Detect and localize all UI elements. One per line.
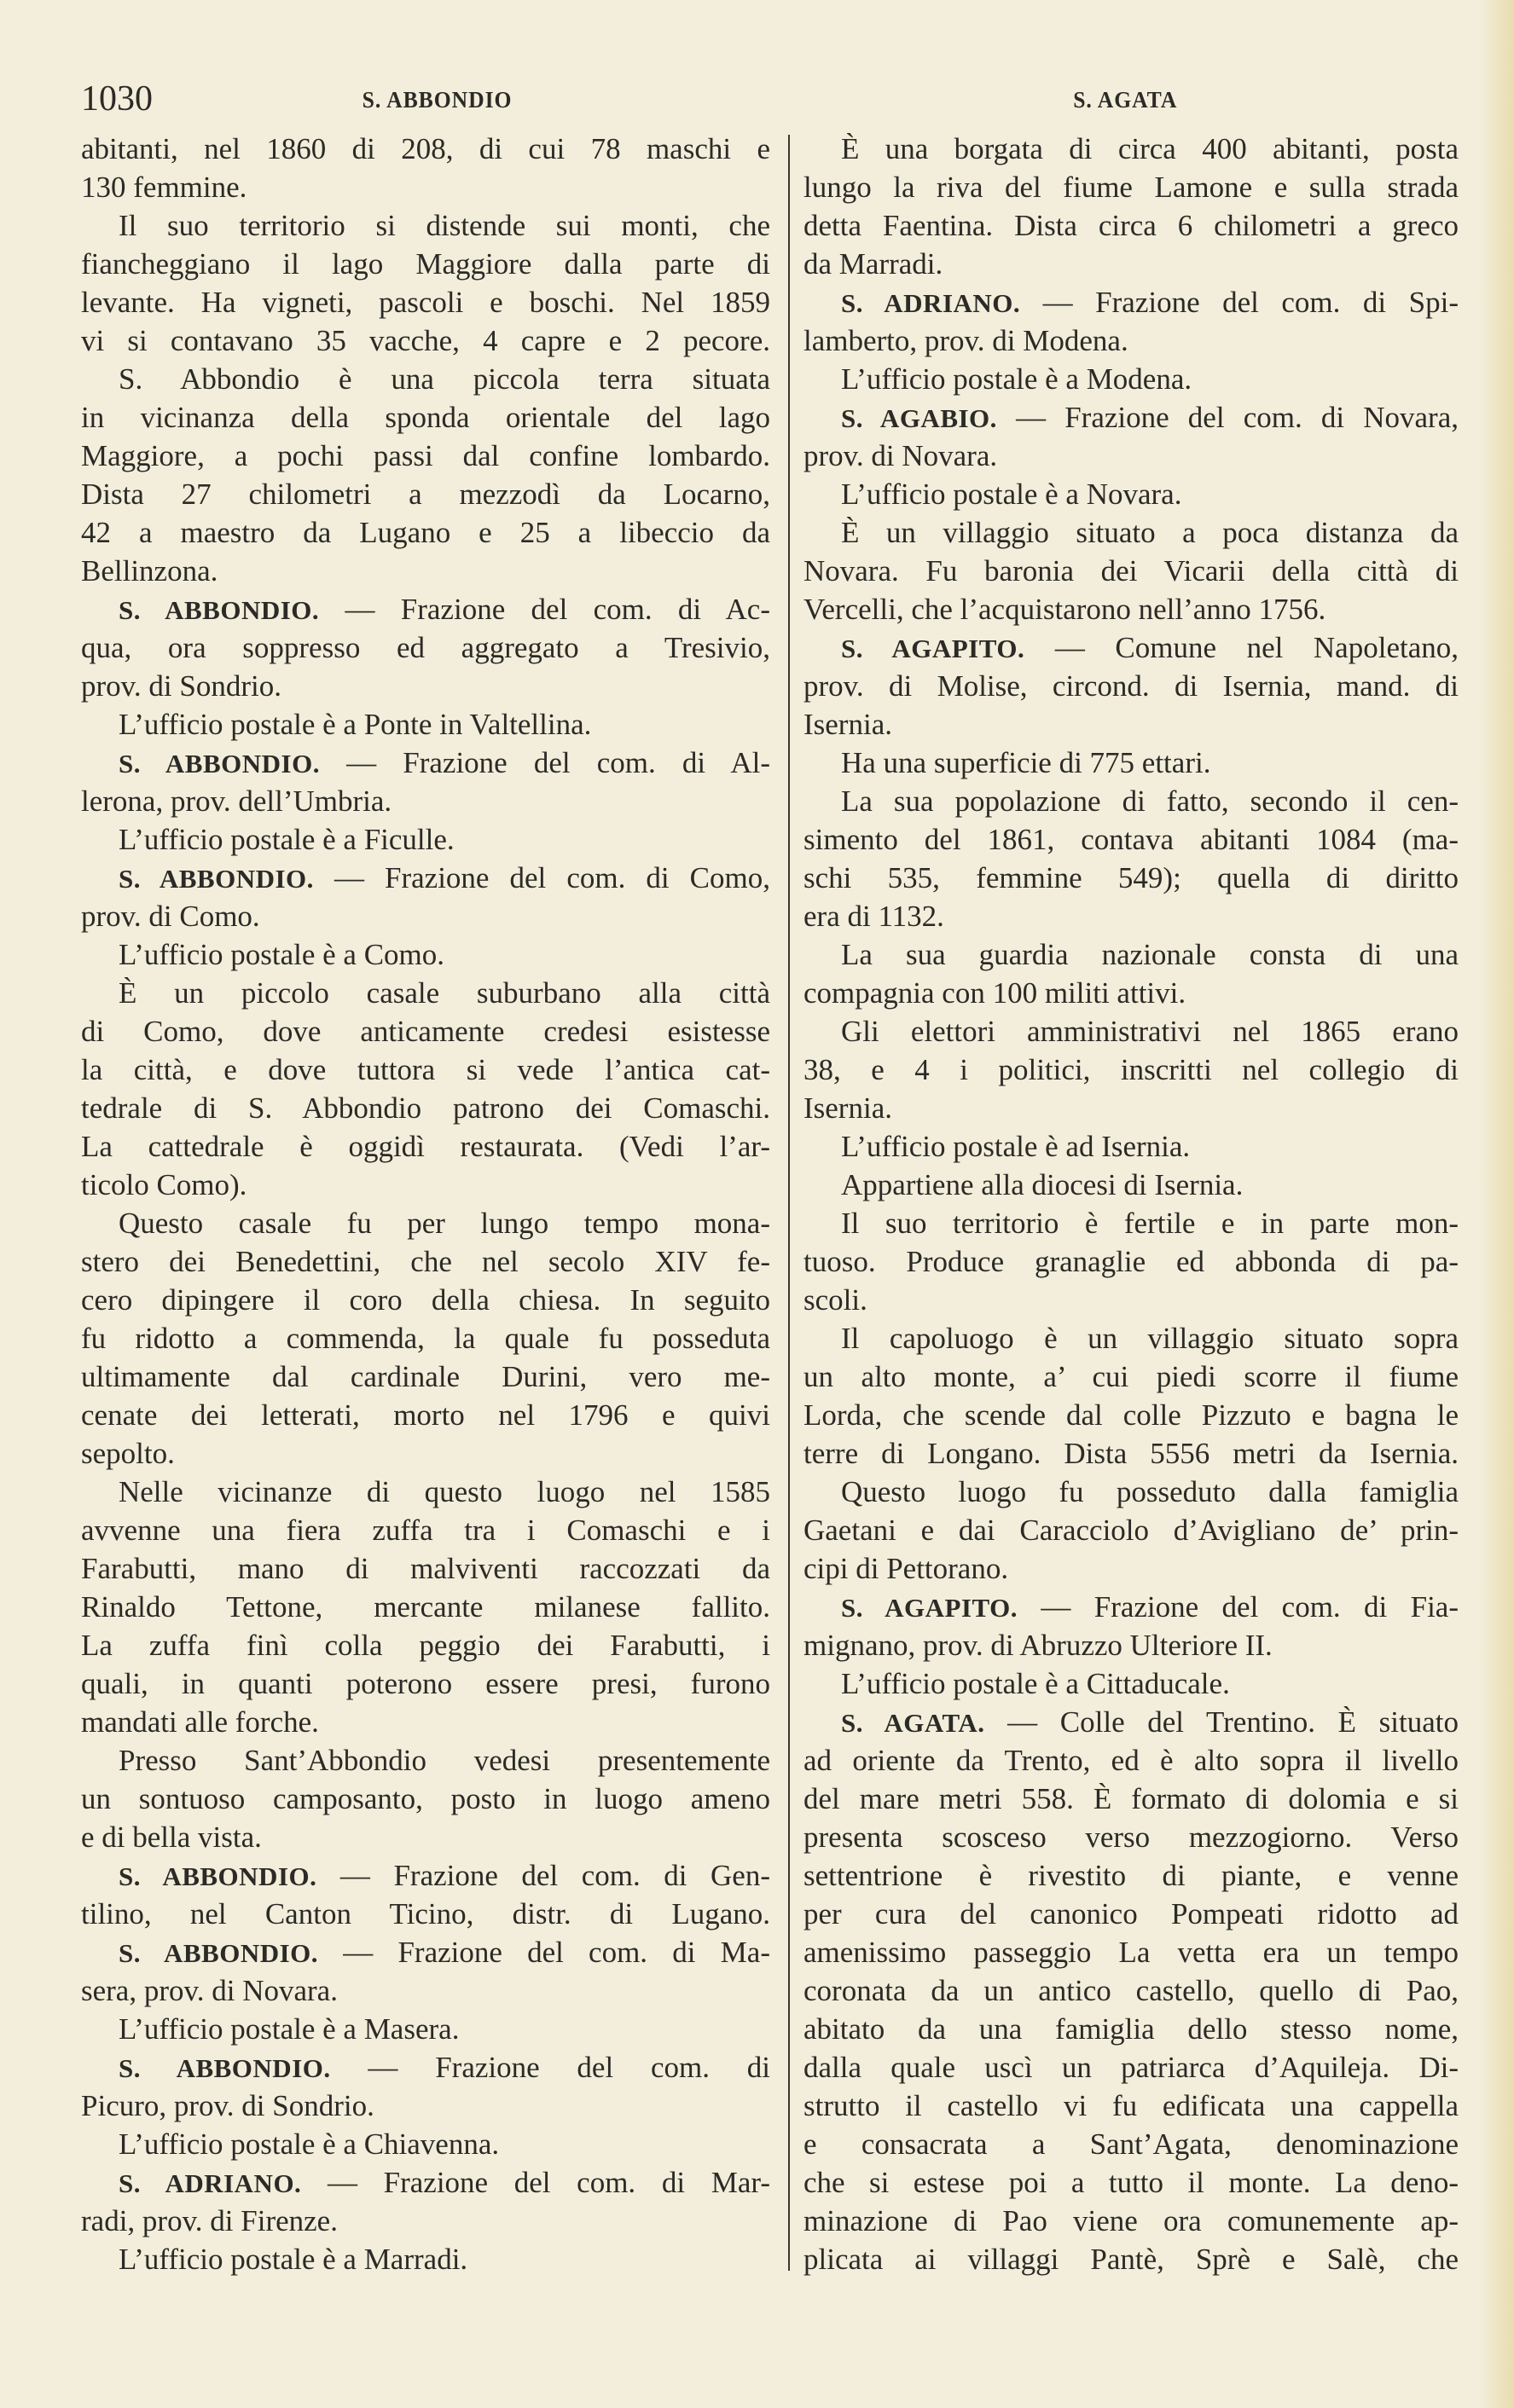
text-line bbox=[803, 283, 1459, 321]
entry-headword: S. AGAPITO. bbox=[841, 634, 1025, 663]
text-line: È una borgata di circa 400 abitanti, posta bbox=[841, 132, 1459, 165]
text-line bbox=[81, 1856, 770, 1895]
running-head-left: S. ABBONDIO bbox=[362, 87, 513, 113]
text-line: Lorda, che scende dal colle Pizzuto e bagna le bbox=[803, 1398, 1459, 1432]
page-number: 1030 bbox=[81, 79, 153, 119]
text-line: strutto il castello vi fu edificata una cappella bbox=[803, 2089, 1459, 2122]
text-line: abitato da una famiglia dello stesso nome, bbox=[803, 2012, 1459, 2046]
text-line: abitanti, nel 1860 di 208, di cui 78 maschi e bbox=[81, 132, 770, 165]
text-line bbox=[81, 590, 770, 628]
text-line: fiancheggiano il lago Maggiore dalla parte di bbox=[81, 247, 770, 281]
text-line: mandati alle forche. bbox=[81, 1705, 319, 1739]
entry-text: — Frazione del com. di bbox=[330, 2051, 770, 2084]
text-line: Vercelli, che l’acquistarono nell’anno 1756. bbox=[803, 593, 1326, 626]
text-line: schi 535, femmine 549); quella di diritto bbox=[803, 861, 1459, 894]
text-line: tuoso. Produce granaglie ed abbonda di pa- bbox=[803, 1245, 1459, 1278]
text-line: cero dipingere il coro della chiesa. In seguito bbox=[81, 1283, 770, 1317]
text-line bbox=[803, 398, 1459, 437]
text-line: che si estese poi a tutto il monte. La deno- bbox=[803, 2166, 1459, 2199]
text-line: Questo luogo fu posseduto dalla famiglia bbox=[841, 1475, 1459, 1508]
text-line: L’ufficio postale è a Cittaducale. bbox=[841, 1667, 1230, 1700]
text-line bbox=[81, 2048, 770, 2087]
entry-text: — Frazione del com. di Novara, bbox=[996, 401, 1459, 434]
entry-text: — Frazione del com. di Ma- bbox=[318, 1936, 770, 1969]
right-column bbox=[803, 130, 1459, 2278]
text-line: Dista 27 chilometri a mezzodì da Locarno, bbox=[81, 478, 770, 511]
text-line: e di bella vista. bbox=[81, 1820, 262, 1854]
text-line: Nelle vicinanze di questo luogo nel 1585 bbox=[119, 1475, 770, 1508]
text-line bbox=[81, 2163, 770, 2202]
text-line: ticolo Como). bbox=[81, 1168, 247, 1201]
entry-text: — Colle del Trentino. È situato bbox=[984, 1705, 1459, 1739]
text-line: dalla quale uscì un patriarca d’Aquileja. Di- bbox=[803, 2051, 1459, 2084]
text-line: 42 a maestro da Lugano e 25 a libeccio da bbox=[81, 516, 770, 549]
text-line: La sua guardia nazionale consta di una bbox=[841, 938, 1459, 971]
entry-headword: S. AGATA. bbox=[841, 1708, 985, 1738]
text-line bbox=[803, 1588, 1459, 1626]
text-line: 130 femmine. bbox=[81, 171, 247, 204]
text-line: terre di Longano. Dista 5556 metri da Isernia. bbox=[803, 1437, 1459, 1470]
text-line: Farabutti, mano di malviventi raccozzati da bbox=[81, 1552, 770, 1585]
text-line: coronata da un antico castello, quello di Pao, bbox=[803, 1974, 1459, 2007]
text-line: fu ridotto a commenda, la quale fu posseduta bbox=[81, 1322, 770, 1355]
text-line: prov. di Novara. bbox=[803, 439, 998, 472]
text-line bbox=[803, 628, 1459, 667]
entry-text: — Frazione del com. di Mar- bbox=[301, 2166, 770, 2199]
text-line: La zuffa finì colla peggio dei Farabutti, i bbox=[81, 1629, 770, 1662]
text-line: Novara. Fu baronia dei Vicarii della città di bbox=[803, 554, 1459, 588]
entry-headword: S. AGABIO. bbox=[841, 403, 997, 433]
entry-text: — Comune nel Napoletano, bbox=[1024, 631, 1459, 664]
text-line: un alto monte, a’ cui piedi scorre il fiume bbox=[803, 1360, 1459, 1393]
page-edge-shading bbox=[1480, 0, 1514, 2408]
running-head-right: S. AGATA bbox=[1073, 87, 1178, 113]
text-line: plicata ai villaggi Pantè, Sprè e Salè, che bbox=[803, 2243, 1459, 2276]
text-line: Il capoluogo è un villaggio situato sopra bbox=[841, 1322, 1459, 1355]
text-line: detta Faentina. Dista circa 6 chilometri a greco bbox=[803, 209, 1459, 242]
text-line: del mare metri 558. È formato di dolomia e si bbox=[803, 1782, 1459, 1815]
text-line bbox=[81, 1933, 770, 1971]
text-line: minazione di Pao viene ora comunemente ap- bbox=[803, 2204, 1459, 2237]
text-line: scoli. bbox=[803, 1283, 867, 1317]
text-line: lerona, prov. dell’Umbria. bbox=[81, 784, 392, 818]
entry-text: — Frazione del com. di Gen- bbox=[316, 1859, 770, 1892]
entry-text: — Frazione del com. di Ac- bbox=[319, 593, 770, 626]
text-line: amenissimo passeggio La vetta era un tempo bbox=[803, 1936, 1459, 1969]
text-line: L’ufficio postale è a Masera. bbox=[119, 2012, 460, 2046]
entry-headword: S. ABBONDIO. bbox=[119, 1861, 317, 1891]
text-line: e consacrata a Sant’Agata, denominazione bbox=[803, 2127, 1459, 2161]
text-line: vi si contavano 35 vacche, 4 capre e 2 pecore. bbox=[81, 324, 770, 357]
text-line bbox=[803, 1703, 1459, 1741]
text-line: Il suo territorio è fertile e in parte mon- bbox=[841, 1207, 1459, 1240]
text-line: La cattedrale è oggidì restaurata. (Vedi l’ar- bbox=[81, 1130, 770, 1163]
text-line: L’ufficio postale è a Como. bbox=[119, 938, 445, 971]
text-line: la città, e dove tuttora si vede l’antica cat- bbox=[81, 1053, 770, 1086]
text-line: Presso Sant’Abbondio vedesi presentemente bbox=[119, 1744, 770, 1777]
text-line: prov. di Sondrio. bbox=[81, 669, 281, 703]
text-line: di Como, dove anticamente credesi esistesse bbox=[81, 1015, 770, 1048]
text-line: Rinaldo Tettone, mercante milanese fallito. bbox=[81, 1590, 770, 1624]
text-line: ultimamente dal cardinale Durini, vero me- bbox=[81, 1360, 770, 1393]
column-divider bbox=[788, 135, 790, 2271]
text-line: stero dei Benedettini, che nel secolo XIV fe- bbox=[81, 1245, 770, 1278]
text-line: Gli elettori amministrativi nel 1865 erano bbox=[841, 1015, 1459, 1048]
text-line: lungo la riva del fiume Lamone e sulla strada bbox=[803, 171, 1459, 204]
left-column bbox=[81, 130, 770, 2278]
text-line: Bellinzona. bbox=[81, 554, 218, 588]
entry-headword: S. ABBONDIO. bbox=[119, 864, 314, 894]
text-line: Picuro, prov. di Sondrio. bbox=[81, 2089, 374, 2122]
text-line: tedrale di S. Abbondio patrono dei Comaschi. bbox=[81, 1091, 770, 1125]
text-line: S. Abbondio è una piccola terra situata bbox=[119, 362, 770, 396]
text-line bbox=[81, 744, 770, 782]
entry-headword: S. ABBONDIO. bbox=[119, 749, 320, 779]
text-line: Gaetani e dai Caracciolo d’Avigliano de’ prin- bbox=[803, 1514, 1459, 1547]
entry-text: — Frazione del com. di Spi- bbox=[1020, 286, 1459, 319]
text-line: Isernia. bbox=[803, 1091, 892, 1125]
text-line bbox=[81, 859, 770, 897]
text-line: L’ufficio postale è ad Isernia. bbox=[841, 1130, 1191, 1163]
text-line: Maggiore, a pochi passi dal confine lombardo. bbox=[81, 439, 770, 472]
text-line: Questo casale fu per lungo tempo mona- bbox=[119, 1207, 770, 1240]
entry-headword: S. ABBONDIO. bbox=[119, 2053, 331, 2083]
text-line: quali, in quanti poterono essere presi, furono bbox=[81, 1667, 770, 1700]
entry-text: — Frazione del com. di Fia- bbox=[1018, 1590, 1459, 1624]
text-line: sera, prov. di Novara. bbox=[81, 1974, 338, 2007]
text-line: L’ufficio postale è a Ponte in Valtellina. bbox=[119, 708, 592, 741]
text-line: tilino, nel Canton Ticino, distr. di Lugano. bbox=[81, 1897, 770, 1930]
text-line: L’ufficio postale è a Chiavenna. bbox=[119, 2127, 500, 2161]
entry-headword: S. AGAPITO. bbox=[841, 1593, 1018, 1623]
text-line: L’ufficio postale è a Marradi. bbox=[119, 2243, 468, 2276]
text-line: qua, ora soppresso ed aggregato a Tresivio, bbox=[81, 631, 770, 664]
text-line: da Marradi. bbox=[803, 247, 943, 281]
entry-headword: S. ADRIANO. bbox=[119, 2168, 302, 2198]
text-line: L’ufficio postale è a Novara. bbox=[841, 478, 1182, 511]
text-line: lamberto, prov. di Modena. bbox=[803, 324, 1128, 357]
text-line: È un villaggio situato a poca distanza da bbox=[841, 516, 1459, 549]
text-line: cipi di Pettorano. bbox=[803, 1552, 1009, 1585]
text-line: sepolto. bbox=[81, 1437, 175, 1470]
text-line: per cura del canonico Pompeati ridotto ad bbox=[803, 1897, 1459, 1930]
entry-text: — Frazione del com. di Al- bbox=[319, 746, 770, 779]
text-line: cenate dei letterati, morto nel 1796 e quivi bbox=[81, 1398, 770, 1432]
text-line: 38, e 4 i politici, inscritti nel collegio di bbox=[803, 1053, 1459, 1086]
text-line: era di 1132. bbox=[803, 900, 944, 933]
text-line: L’ufficio postale è a Ficulle. bbox=[119, 823, 455, 856]
text-line: un sontuoso camposanto, posto in luogo ameno bbox=[81, 1782, 770, 1815]
text-line: Appartiene alla diocesi di Isernia. bbox=[841, 1168, 1244, 1201]
text-line: È un piccolo casale suburbano alla città bbox=[119, 976, 770, 1010]
entry-text: — Frazione del com. di Como, bbox=[313, 861, 771, 894]
text-line: L’ufficio postale è a Modena. bbox=[841, 362, 1192, 396]
text-line: prov. di Molise, circond. di Isernia, mand. di bbox=[803, 669, 1459, 703]
text-line: mignano, prov. di Abruzzo Ulteriore II. bbox=[803, 1629, 1273, 1662]
text-line: levante. Ha vigneti, pascoli e boschi. Nel 1859 bbox=[81, 286, 770, 319]
text-line: Isernia. bbox=[803, 708, 892, 741]
text-line: avvenne una fiera zuffa tra i Comaschi e i bbox=[81, 1514, 770, 1547]
entry-headword: S. ABBONDIO. bbox=[119, 595, 320, 625]
text-line: compagnia con 100 militi attivi. bbox=[803, 976, 1186, 1010]
text-line: simento del 1861, contava abitanti 1084 (ma- bbox=[803, 823, 1459, 856]
text-line: prov. di Como. bbox=[81, 900, 260, 933]
text-line: La sua popolazione di fatto, secondo il cen- bbox=[841, 784, 1459, 818]
entry-headword: S. ABBONDIO. bbox=[119, 1938, 319, 1968]
text-line: radi, prov. di Firenze. bbox=[81, 2204, 338, 2237]
text-line: Ha una superficie di 775 ettari. bbox=[841, 746, 1211, 779]
text-line: presenta scosceso verso mezzogiorno. Verso bbox=[803, 1820, 1459, 1854]
text-line: ad oriente da Trento, ed è alto sopra il livello bbox=[803, 1744, 1459, 1777]
text-line: Il suo territorio si distende sui monti, che bbox=[119, 209, 770, 242]
entry-headword: S. ADRIANO. bbox=[841, 288, 1021, 318]
text-line: in vicinanza della sponda orientale del lago bbox=[81, 401, 770, 434]
text-line: settentrione è rivestito di piante, e venne bbox=[803, 1859, 1459, 1892]
